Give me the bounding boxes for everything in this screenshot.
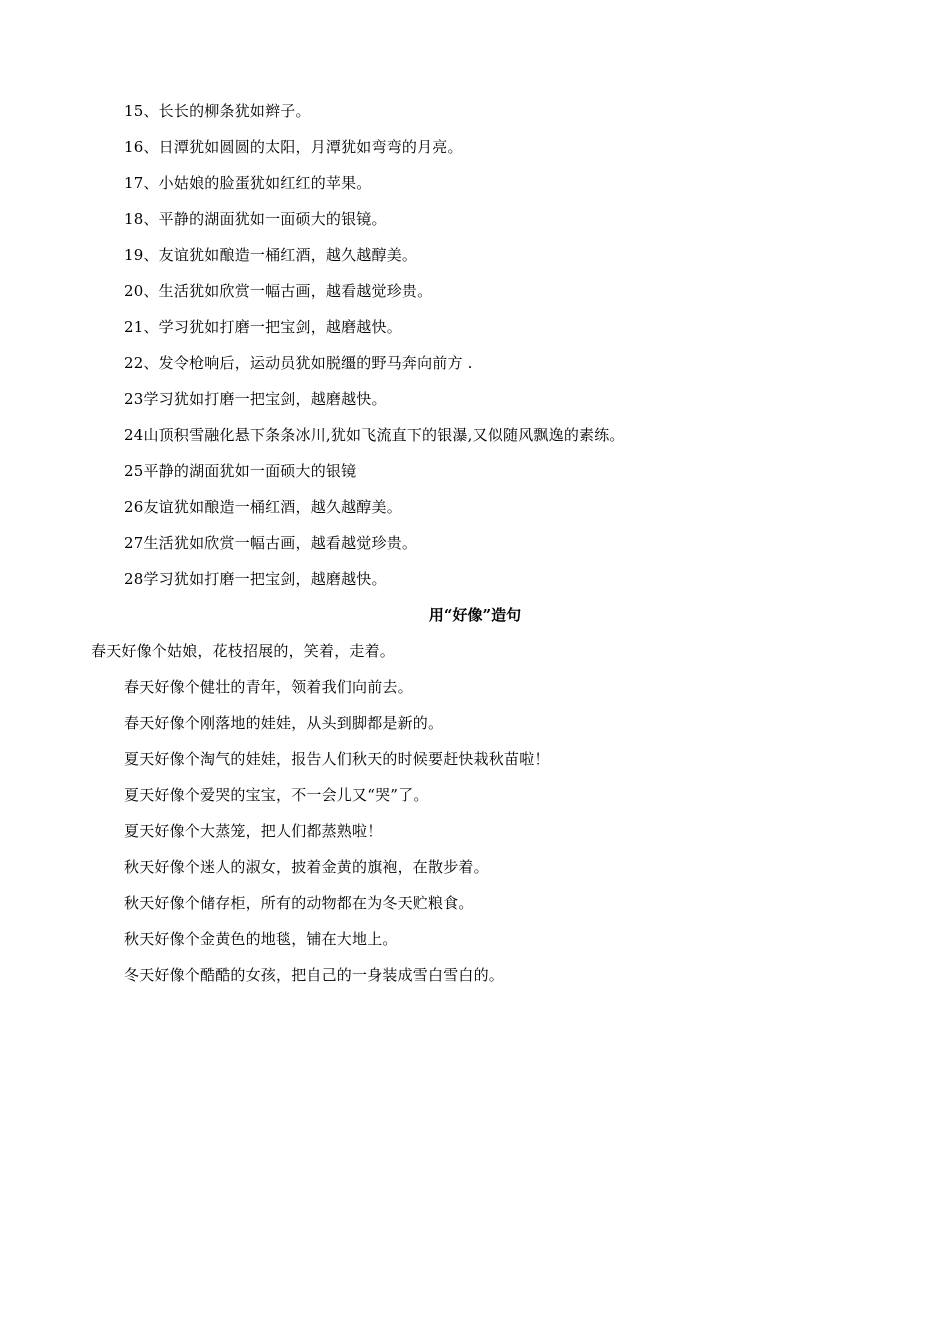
haoxiang-sentence: 秋天好像个金黄色的地毯，铺在大地上。 — [124, 930, 398, 948]
section-title: 用“好像”造句 — [428, 606, 522, 624]
haoxiang-sentence: 春天好像个刚落地的娃娃，从头到脚都是新的。 — [124, 714, 444, 732]
simile-sentence-22: 22、发令枪响后，运动员犹如脱缰的野马奔向前方 . — [124, 354, 473, 372]
haoxiang-sentence: 春天好像个姑娘，花枝招展的，笑着，走着。 — [91, 642, 396, 660]
simile-sentence-26: 26友谊犹如酿造一桶红酒，越久越醇美。 — [124, 498, 402, 516]
simile-sentence-20: 20、生活犹如欣赏一幅古画，越看越觉珍贵。 — [124, 282, 433, 300]
simile-sentence-15: 15、长长的柳条犹如辫子。 — [124, 102, 311, 120]
simile-sentence-24: 24山顶积雪融化悬下条条冰川,犹如飞流直下的银瀑,又似随风飘逸的素练。 — [124, 426, 625, 444]
simile-sentence-18: 18、平静的湖面犹如一面硕大的银镜。 — [124, 210, 387, 228]
simile-sentence-25: 25平静的湖面犹如一面硕大的银镜 — [124, 462, 357, 480]
simile-sentence-17: 17、小姑娘的脸蛋犹如红红的苹果。 — [124, 174, 372, 192]
simile-sentence-28: 28学习犹如打磨一把宝剑，越磨越快。 — [124, 570, 387, 588]
simile-sentence-16: 16、日潭犹如圆圆的太阳，月潭犹如弯弯的月亮。 — [124, 138, 463, 156]
simile-sentence-21: 21、学习犹如打磨一把宝剑，越磨越快。 — [124, 318, 402, 336]
haoxiang-sentence: 春天好像个健壮的青年，领着我们向前去。 — [124, 678, 413, 696]
haoxiang-sentence: 夏天好像个淘气的娃娃，报告人们秋天的时候要赶快栽秋苗啦！ — [124, 750, 550, 768]
simile-sentence-23: 23学习犹如打磨一把宝剑，越磨越快。 — [124, 390, 387, 408]
simile-sentence-19: 19、友谊犹如酿造一桶红酒，越久越醇美。 — [124, 246, 418, 264]
haoxiang-sentence: 冬天好像个酷酷的女孩，把自己的一身装成雪白雪白的。 — [124, 966, 505, 984]
haoxiang-sentence: 夏天好像个爱哭的宝宝，不一会儿又“哭”了。 — [124, 786, 429, 804]
simile-sentence-27: 27生活犹如欣赏一幅古画，越看越觉珍贵。 — [124, 534, 418, 552]
haoxiang-sentence: 秋天好像个储存柜，所有的动物都在为冬天贮粮食。 — [124, 894, 474, 912]
haoxiang-sentence: 夏天好像个大蒸笼，把人们都蒸熟啦！ — [124, 822, 383, 840]
haoxiang-sentence: 秋天好像个迷人的淑女，披着金黄的旗袍，在散步着。 — [124, 858, 489, 876]
